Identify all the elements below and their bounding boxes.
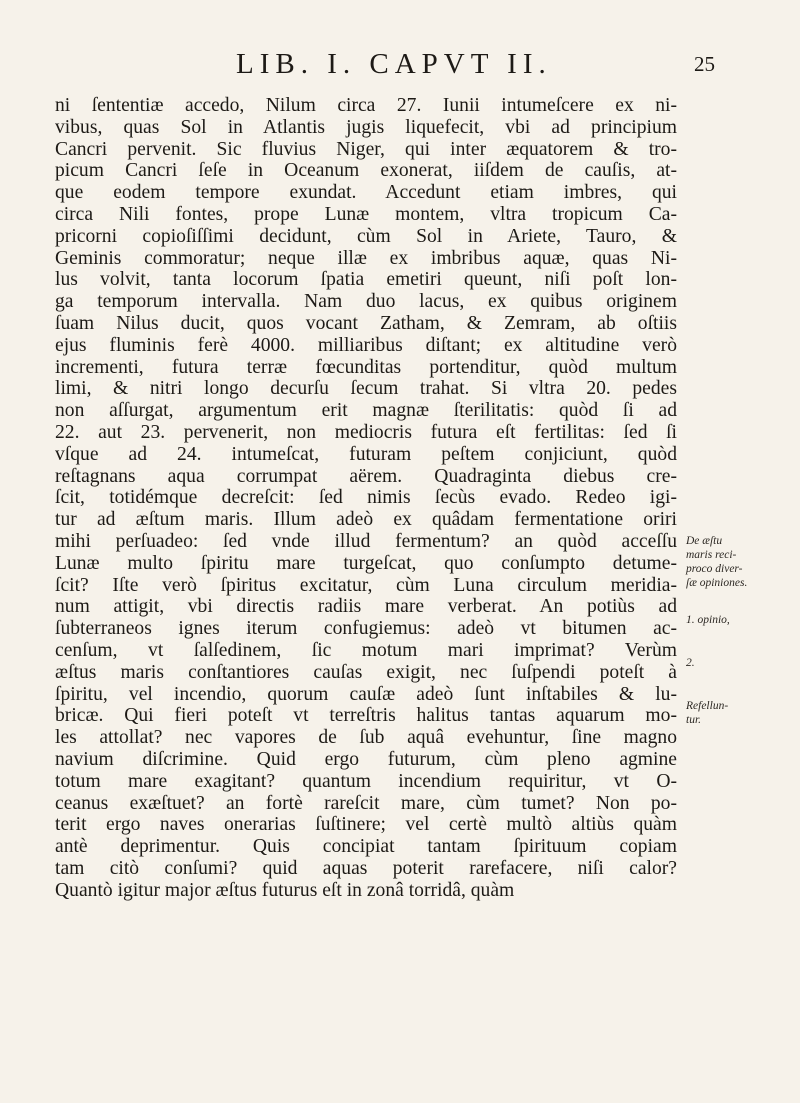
text-line: ga temporum intervalla. Nam duo lacus, ex quibus originem xyxy=(55,291,677,313)
text-line: num attigit, vbi directis radiis mare verberat. An potiùs ad xyxy=(55,596,677,618)
text-line: vſque ad 24. intumeſcat, futuram peſtem conjiciunt, quòd xyxy=(55,443,677,465)
text-line: navium diſcrimine. Quid ergo futurum, cùm pleno agmine xyxy=(55,748,677,770)
text-line: les attollat? nec vapores de ſub aquâ evehuntur, ſine magno xyxy=(55,727,677,749)
margin-note: maris reci- xyxy=(686,549,737,561)
text-line: ejus fluminis ferè 4000. milliaribus diſtant; ex altitudine verò xyxy=(55,334,677,356)
text-line: ſpiritu, vel incendio, quorum cauſæ adeò ſunt inſtabiles & lu- xyxy=(55,683,677,705)
text-line: totum mare exagitant? quantum incendium requiritur, vt O- xyxy=(55,770,677,792)
text-line: ſubterraneos ignes iterum confugiemus: adeò vt bitumen ac- xyxy=(55,618,677,640)
margin-note: 2. xyxy=(686,657,695,669)
margin-note: tur. xyxy=(686,714,702,726)
text-line: æſtus maris conſtantiores cauſas exigit, nec ſuſpendi poteſt à xyxy=(55,661,677,683)
text-line: reſtagnans aqua corrumpat aërem. Quadraginta diebus cre- xyxy=(55,465,677,487)
text-line: ni ſententiæ accedo, Nilum circa 27. Iunii intumeſcere ex ni- xyxy=(55,95,677,116)
text-line: ceanus exæſtuet? an fortè rareſcit mare, cùm tumet? Non po- xyxy=(55,792,677,814)
margin-note: Refellun- xyxy=(686,700,729,712)
margin-note: ſæ opiniones. xyxy=(686,577,748,589)
text-line: ſcit? Iſte verò ſpiritus excitatur, cùm Luna circulum meridia- xyxy=(55,574,677,596)
text-line: pricorni copioſiſſimi decidunt, cùm Sol in Ariete, Tauro, & xyxy=(55,225,677,247)
text-line: incrementi, futura terræ fœcunditas portenditur, quòd multum xyxy=(55,356,677,378)
text-line: cenſum, vt ſalſedinem, ſic motum mari imprimat? Verùm xyxy=(55,639,677,661)
text-line: ſuam Nilus ducit, quos vocant Zatham, & Zemram, ab oſtiis xyxy=(55,312,677,334)
text-line: Geminis commoratur; neque illæ ex imbribus aquæ, quas Ni- xyxy=(55,247,677,269)
text-line: circa Nili fontes, prope Lunæ montem, vltra tropicum Ca- xyxy=(55,203,677,225)
text-line: bricæ. Qui fieri poteſt vt terreſtris halitus tantas aquarum mo- xyxy=(55,705,677,727)
page-number: 25 xyxy=(694,52,715,76)
text-line: limi, & nitri longo decurſu ſecum trahat. Si vltra 20. pedes xyxy=(55,378,677,400)
text-line: antè deprimentur. Quis concipiat tantam ſpirituum copiam xyxy=(55,836,677,858)
margin-note: proco diver- xyxy=(686,563,743,575)
running-head xyxy=(0,48,800,88)
text-line: Cancri pervenit. Sic fluvius Niger, qui inter æquatorem & tro- xyxy=(55,138,677,160)
margin-note: De æſtu xyxy=(686,535,723,547)
text-line: non aſſurgat, argumentum erit magnæ ſterilitatis: quòd ſi ad xyxy=(55,400,677,422)
text-line: ſcit, totidémque decreſcit: ſed nimis ſecùs evado. Redeo igi- xyxy=(55,487,677,509)
text-line: que eodem tempore exundat. Accedunt etiam imbres, qui xyxy=(55,182,677,204)
text-line: tam citò conſumi? quid aquas poterit rarefacere, niſi calor? xyxy=(55,857,677,879)
text-line: picum Cancri ſeſe in Oceanum exonerat, iiſdem de cauſis, at- xyxy=(55,160,677,182)
text-line: lus volvit, tanta locorum ſpatia emetiri queunt, niſi poſt lon- xyxy=(55,269,677,291)
text-line: tur ad æſtum maris. Illum adeò ex quâdam fermentatione oriri xyxy=(55,509,677,531)
text-line: Lunæ multo ſpiritu mare turgeſcat, quo conſumpto detume- xyxy=(55,552,677,574)
text-line: 22. aut 23. pervenerit, non mediocris futura eſt fertilitas: ſed ſi xyxy=(55,421,677,443)
text-line: vibus, quas Sol in Atlantis jugis liquefecit, vbi ad principium xyxy=(55,116,677,138)
text-line: mihi perſuadeo: ſed vnde illud fermentum? an quòd acceſſu xyxy=(55,530,677,552)
running-head-title: LIB. I. CAPVT II. xyxy=(236,48,552,80)
text-line: terit ergo naves onerarias ſuſtinere; vel certè multò altiùs quàm xyxy=(55,814,677,836)
margin-note: 1. opinio, xyxy=(686,614,730,626)
body-text xyxy=(55,95,677,901)
text-line: Quantò igitur major æſtus futurus eſt in zonâ torridâ, quàm xyxy=(55,879,515,901)
